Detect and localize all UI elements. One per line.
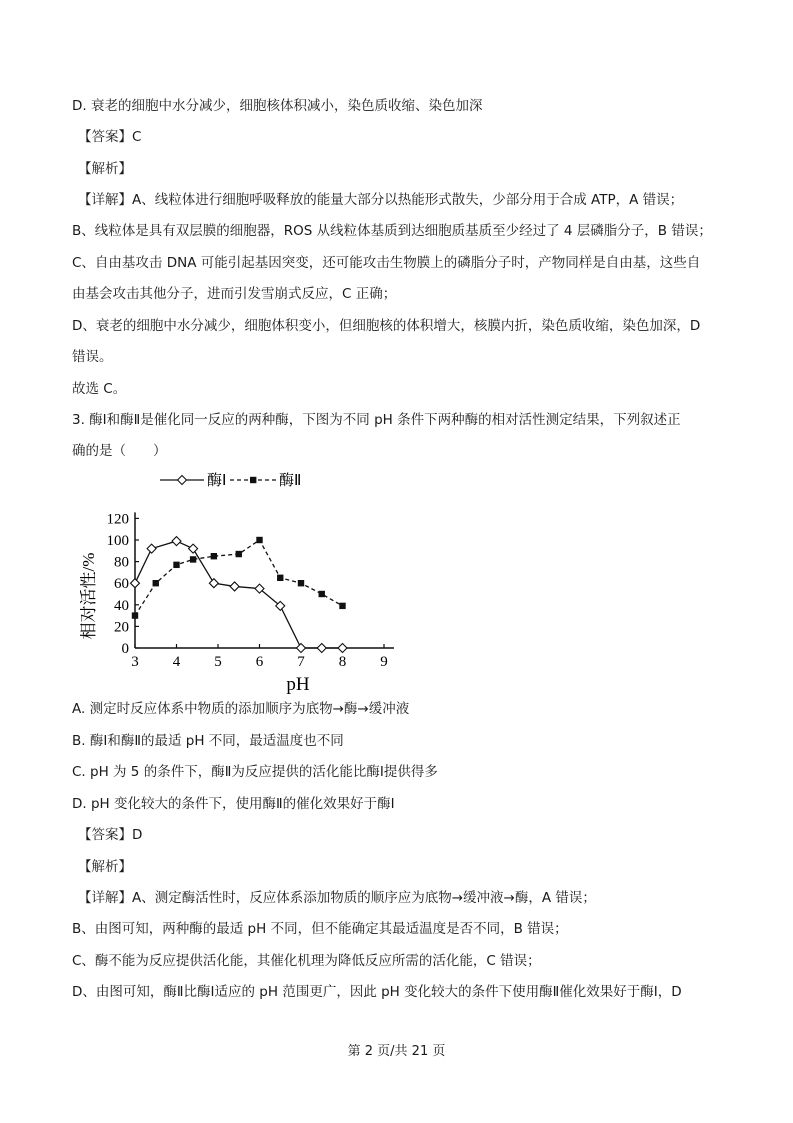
y-tick-label: 0 xyxy=(121,641,129,657)
explanation-q3-d: D、由图可知，酶Ⅱ比酶Ⅰ适应的 pH 范围更广，因此 pH 变化较大的条件下使用酶Ⅱ催化效果好于酶Ⅰ，D xyxy=(72,984,682,1000)
enzyme-activity-chart xyxy=(80,464,420,696)
enzyme-2-point xyxy=(153,580,159,586)
question-3-stem-cont: 确的是（ ） xyxy=(72,443,167,459)
enzyme-1-point xyxy=(297,644,306,653)
option-c: C. pH 为 5 的条件下，酶Ⅱ为反应提供的活化能比酶Ⅰ提供得多 xyxy=(72,764,438,780)
x-tick-label: 3 xyxy=(131,654,139,670)
legend-marker-enzyme-2 xyxy=(250,477,256,483)
conclusion: 故选 C。 xyxy=(72,381,127,397)
answer-label: 【答案】C xyxy=(78,129,142,145)
y-tick-label: 20 xyxy=(114,619,129,636)
explanation-q3-c: C、酶不能为反应提供活化能，其催化机理为降低反应所需的活化能，C 错误； xyxy=(72,953,541,969)
enzyme-1-point xyxy=(172,537,181,546)
y-tick-label: 40 xyxy=(114,597,129,614)
option-d: D. pH 变化较大的条件下，使用酶Ⅱ的催化效果好于酶Ⅰ xyxy=(72,796,395,812)
enzyme-1-point xyxy=(230,582,239,591)
legend-label-enzyme-1: 酶Ⅰ xyxy=(207,473,227,489)
page-footer: 第 2 页/共 21 页 xyxy=(347,1044,446,1059)
explanation-c-cont: 由基会攻击其他分子，进而引发雪崩式反应，C 正确； xyxy=(72,286,397,302)
enzyme-1-point xyxy=(131,579,140,588)
enzyme-2-point xyxy=(190,556,196,562)
question-3-stem: 3. 酶Ⅰ和酶Ⅱ是催化同一反应的两种酶，下图为不同 pH 条件下两种酶的相对活性测定结果，下列叙述正 xyxy=(72,412,681,428)
enzyme-2-point xyxy=(339,603,345,609)
explanation-c: C、自由基攻击 DNA 可能引起基因突变，还可能攻击生物膜上的磷脂分子时，产物同样是自由基，这些自 xyxy=(72,255,701,271)
y-tick-label: 100 xyxy=(106,533,129,549)
x-tick-label: 8 xyxy=(338,654,347,670)
enzyme-2-point xyxy=(236,551,242,557)
enzyme-2-point xyxy=(173,562,179,568)
enzyme-2-point xyxy=(277,575,283,581)
enzyme-2-point xyxy=(298,580,304,586)
explanation-a: 【详解】A、线粒体进行细胞呼吸释放的能量大部分以热能形式散失，少部分用于合成 ATP，A 错误； xyxy=(78,192,684,208)
explanation-d-cont: 错误。 xyxy=(72,349,113,365)
option-a: A. 测定时反应体系中物质的添加顺序为底物→酶→缓冲液 xyxy=(72,701,410,717)
legend-marker-enzyme-1 xyxy=(178,476,187,485)
y-tick-label: 60 xyxy=(114,576,129,593)
enzyme-2-point xyxy=(256,537,262,543)
enzyme-1-point xyxy=(147,544,156,553)
enzyme-1-point xyxy=(209,579,218,588)
legend-label-enzyme-2: 酶Ⅱ xyxy=(279,473,302,489)
enzyme-2-point xyxy=(211,553,217,559)
x-tick-label: 9 xyxy=(380,654,388,670)
explanation-d: D、衰老的细胞中水分减少，细胞体积变小，但细胞核的体积增大，核膜内折，染色质收缩，染色加深，D xyxy=(72,318,701,334)
x-tick-label: 4 xyxy=(172,654,181,670)
option-d-text: D. 衰老的细胞中水分减少，细胞核体积减小，染色质收缩、染色加深 xyxy=(72,98,483,114)
answer-label-q3: 【答案】D xyxy=(78,827,143,843)
enzyme-1-point xyxy=(317,644,326,653)
enzyme-1-point xyxy=(189,544,198,553)
analysis-label-q3: 【解析】 xyxy=(78,859,132,875)
enzyme-2-point xyxy=(132,612,138,618)
x-tick-label: 6 xyxy=(255,654,264,670)
analysis-label: 【解析】 xyxy=(78,161,132,177)
explanation-q3-a: 【详解】A、测定酶活性时，反应体系添加物质的顺序应为底物→缓冲液→酶，A 错误； xyxy=(78,890,596,906)
x-tick-label: 7 xyxy=(297,654,305,670)
explanation-q3-b: B、由图可知，两种酶的最适 pH 不同，但不能确定其最适温度是否不同，B 错误； xyxy=(72,921,568,937)
x-axis-label: pH xyxy=(286,674,310,695)
y-axis-label: 相对活性/% xyxy=(80,552,98,640)
enzyme-1-point xyxy=(338,644,347,653)
y-tick-label: 120 xyxy=(106,511,129,528)
x-tick-label: 5 xyxy=(214,654,222,670)
enzyme-2-point xyxy=(319,591,325,597)
option-b: B. 酶Ⅰ和酶Ⅱ的最适 pH 不同，最适温度也不同 xyxy=(72,733,344,749)
explanation-b: B、线粒体是具有双层膜的细胞器，ROS 从线粒体基质到达细胞质基质至少经过了 4 层磷脂分子，B 错误； xyxy=(72,223,712,239)
y-tick-label: 80 xyxy=(114,554,129,571)
chart-svg xyxy=(80,464,420,696)
